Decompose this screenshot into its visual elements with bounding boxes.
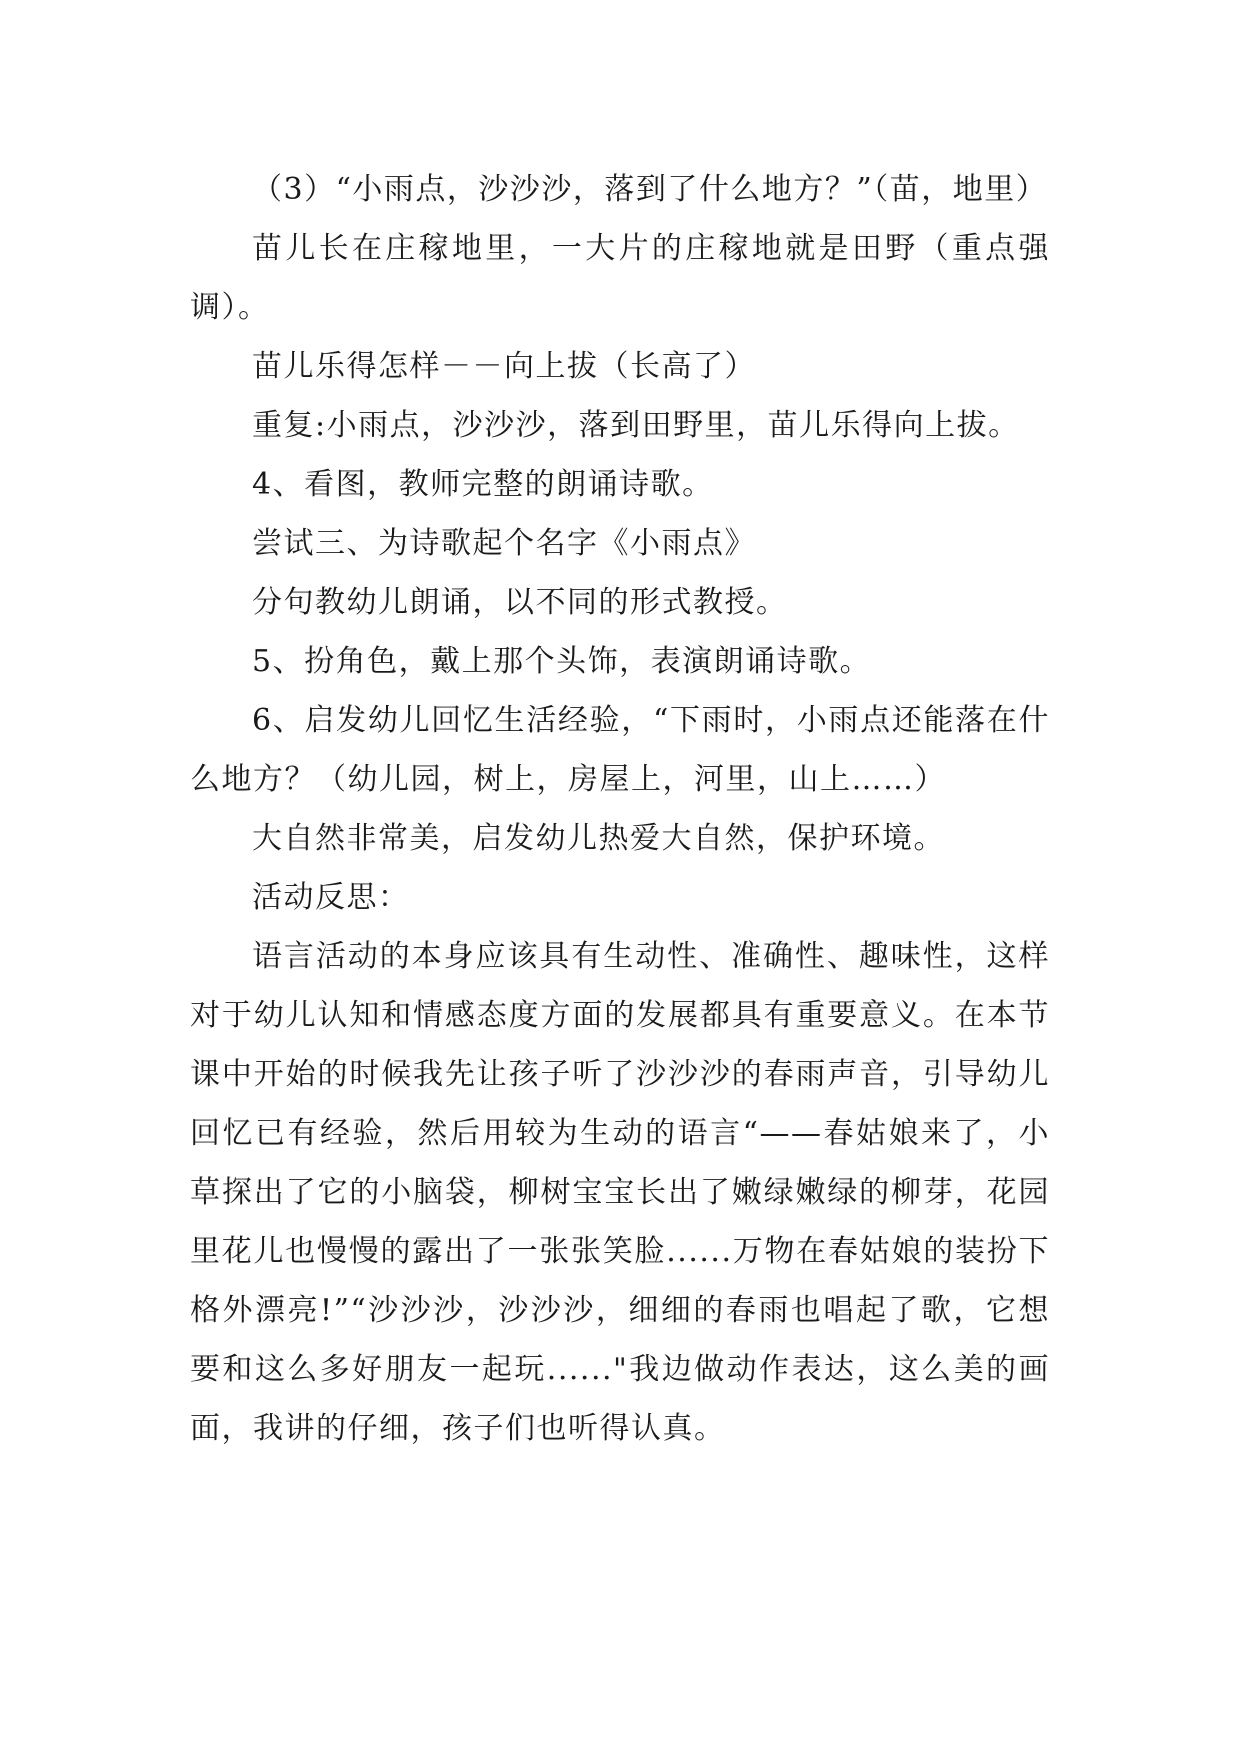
paragraph-nature: 大自然非常美，启发幼儿热爱大自然，保护环境。 bbox=[252, 821, 945, 856]
paragraph-repeat-line: 重复:小雨点，沙沙沙，落到田野里，苗儿乐得向上拔。 bbox=[252, 408, 1020, 443]
paragraph-step-6: 6、启发幼儿回忆生活经验，“下雨时，小雨点还能落在什么地方？（幼儿园，树上，房屋上，河里，山上……） bbox=[190, 703, 1050, 797]
paragraph-reflection-body: 语言活动的本身应该具有生动性、准确性、趣味性，这样对于幼儿认知和情感态度方面的发展都具有重要意义。在本节课中开始的时候我先让孩子听了沙沙沙的春雨声音，引导幼儿回忆已有经验，然后用较为生动的语言“——春姑娘来了，小草探出了它的小脑袋，柳树宝宝长出了嫩绿嫩绿的柳芽，花园里花儿也慢慢的露出了一张张笑脸......万物在春姑娘的装扮下格外漂亮!”“沙沙沙，沙沙沙，细细的春雨也唱起了歌，它想要和这么多好朋友一起玩......"我边做动作表达，这么美的画面，我讲的仔细，孩子们也听得认真。 bbox=[190, 939, 1050, 1446]
paragraph-attempt-3-title: 尝试三、为诗歌起个名字《小雨点》 bbox=[252, 526, 756, 561]
document-page bbox=[190, 160, 1050, 1458]
paragraph-reflection-heading: 活动反思： bbox=[252, 880, 410, 915]
paragraph-teaching-method: 分句教幼儿朗诵，以不同的形式教授。 bbox=[252, 585, 788, 620]
paragraph-step-5: 5、扮角色，戴上那个头饰，表演朗诵诗歌。 bbox=[252, 644, 872, 679]
paragraph-seedling-growth: 苗儿乐得怎样－－向上拔（长高了） bbox=[252, 349, 756, 384]
paragraph-step-4: 4、看图，教师完整的朗诵诗歌。 bbox=[252, 467, 714, 502]
paragraph-step-3-question: （3）“小雨点，沙沙沙，落到了什么地方？”（苗，地里） bbox=[252, 172, 1048, 207]
paragraph-field-explanation: 苗儿长在庄稼地里，一大片的庄稼地就是田野（重点强调）。 bbox=[190, 231, 1050, 325]
